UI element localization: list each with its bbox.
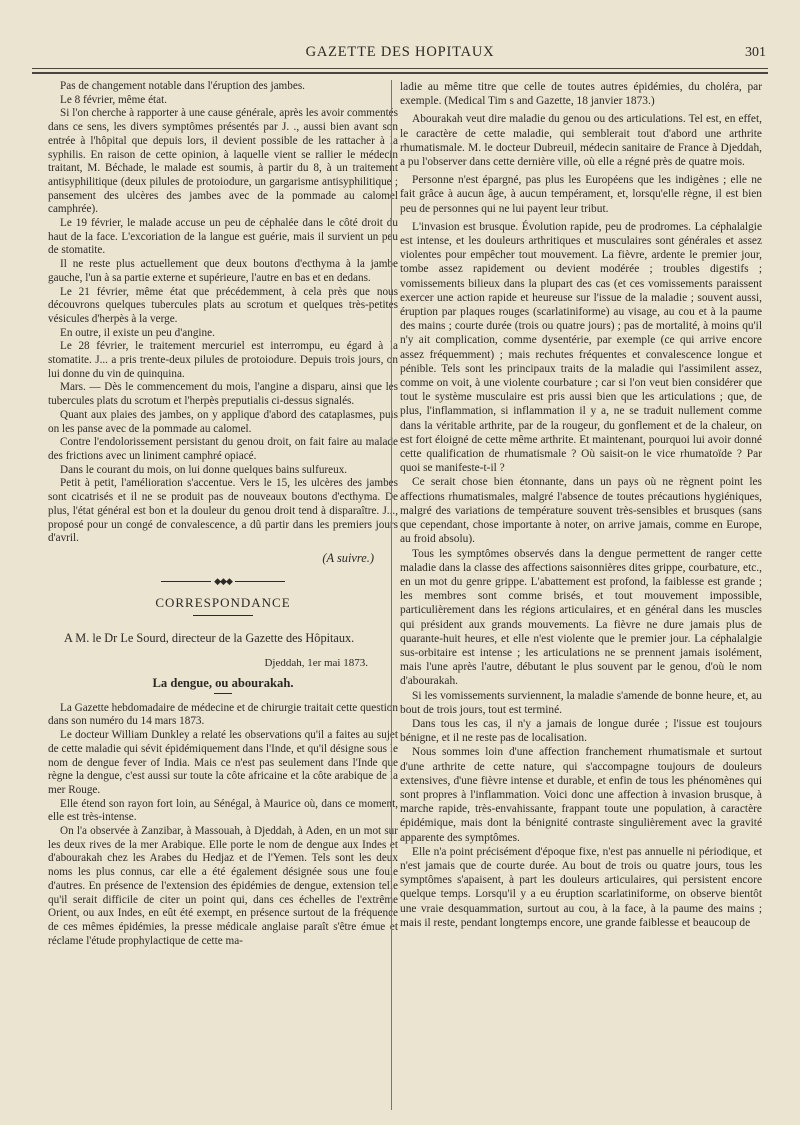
paragraph: Elle n'a point précisément d'époque fixe, n'est pas annuelle ni périodique, et n'est jamais que de courte durée. Au bout de trois ou quatre jours, tous les symptômes s'apaisent, à part les douleurs articulaires, qui persistent encore quelque temps. Lorsqu'il y a eu éruption scarlatiniforme, on observe bientôt une vraie desquammation, surtout au cou, à la face, à la paume des mains ; mais il reste, pendant longtemps encore, une grande faiblesse et beaucoup de — [400, 845, 762, 929]
paragraph: Le 21 février, même état que précédemment, à cela près que nous découvrons quelques tubercules plats au scrotum et quelques très-petites vésicules d'herpès à la verge. — [48, 285, 398, 325]
right-column — [400, 80, 762, 1115]
column-separator — [391, 80, 392, 1110]
paragraph: Le 19 février, le malade accuse un peu de céphalée dans le côté droit du haut de la face. L'excoriation de la langue est guérie, mais il survient un peu de stomatite. — [48, 217, 398, 257]
page-number: 301 — [745, 45, 766, 60]
header-rule-thick — [32, 72, 768, 74]
article-title: La dengue, ou abourakah. — [152, 676, 294, 691]
paragraph: Personne n'est épargné, pas plus les Européens que les indigènes ; elle ne fait grâce à aucun âge, à aucun tempérament, et, lorsqu'elle règne, il est bien peu de personnes qui ne lui payent leur tribut. — [400, 174, 762, 215]
paragraph: En outre, il existe un peu d'angine. — [60, 326, 215, 339]
left-column — [48, 80, 398, 1115]
paragraph: ladie au même titre que celle de toutes autres épidémies, du choléra, par exemple. (Medical Tim s and Gazette, 18 janvier 1873.) — [400, 81, 762, 108]
paragraph: Quant aux plaies des jambes, on y applique d'abord des cataplasmes, puis on les panse avec de la pommade au calomel. — [48, 408, 398, 435]
paragraph: Le docteur William Dunkley a relaté les observations qu'il a faites au sujet de cette maladie qui sévit épidémiquement dans l'Inde, et qu'il désigne sous le nom de dengue fever of India. Mais ce n'est pas seulement dans l'Inde que règne la dengue, c'est aussi sur toute la côte africaine et la côte arabique de la mer Rouge. — [48, 729, 398, 796]
header-rule-thin — [32, 68, 768, 69]
paragraph: La Gazette hebdomadaire de médecine et de chirurgie traitait cette question dans son numéro du 14 mars 1873. — [48, 701, 398, 728]
paragraph: On l'a observée à Zanzibar, à Massouah, à Djeddah, à Aden, en un mot sur les deux rives de la mer Arabique. Elle porte le nom de dengue aux Indes et d'abourakah chez les Arabes du Hedjaz et de l'Yemen. Tels sont les deux noms les plus connus, car elle a été également désignée sous une foule d'autres. En présence de l'extension des épidémies de dengue, extension telle qu'il serait difficile de citer un point qui, dans ces échelles de l'extrême Orient, ou aux Indes, en eût été exempt, en présence surtout de la fréquence de ces mêmes épidémies, la presse médicale anglaise paraît s'être émue et réclame l'étude prophylactique de cette ma- — [48, 825, 398, 947]
to-be-continued: (A suivre.) — [322, 550, 374, 565]
paragraph: Tous les symptômes observés dans la dengue permettent de ranger cette maladie dans la classe des affections saisonnières dites grippe, courbature, etc., en un mot du genre grippe. L'abattement est profond, la faiblesse est grande ; les membres sont comme brisés, et tout mouvement impossible, particulièrement dans les régions articulaires, et en général dans les muscles qui président aux grands mouvements. La fièvre ne dure jamais plus de quarante-huit heures, et elle n'est violente que le premier jour. La céphalalgie sus-orbitaire est intense ; les articulations ne se prennent jamais isolément, mais l'une après l'autre, débutant le plus souvent par le genou, d'où le nom d'abourakah. — [400, 547, 762, 688]
paragraph: Petit à petit, l'amélioration s'accentue. Vers le 15, les ulcères des jambes sont cicatrisés et il ne se produit pas de nouveaux boutons d'ecthyma. De plus, l'état général est bon et la douleur du genou droit tend à disparaître. J..., proposé pour un congé de convalescence, a dû partir dans les premiers jours d'avril. — [48, 477, 398, 545]
section-title: CORRESPONDANCE — [155, 594, 291, 610]
paragraph: Il ne reste plus actuellement que deux boutons d'ecthyma à la jambe gauche, l'un à sa partie externe et supérieure, l'autre en bas et en dedans. — [48, 258, 398, 284]
section-ornament: ◆◆◆ — [48, 576, 398, 587]
paragraph: Abourakah veut dire maladie du genou ou des articulations. Tel est, en effet, le caractère de cette maladie, qui semblerait tout d'abord une arthrite rhumatismale. M. le docteur Dubreuil, médecin sanitaire de France à Djeddah, a pu l'observer dans cette dernière ville, où elle a régné près de quatre mois. — [400, 113, 762, 169]
paragraph: Mars. — Dès le commencement du mois, l'angine a disparu, ainsi que les tubercules plats du scrotum et l'herpès preputialis ci-dessus signalés. — [48, 381, 398, 408]
paragraph: Contre l'endolorissement persistant du genou droit, on fait faire au malade des frictions avec un liniment camphré opiacé. — [48, 436, 398, 462]
article-title-rule — [214, 693, 232, 694]
paragraph: Le 8 février, même état. — [60, 93, 168, 106]
section-rule — [193, 615, 253, 616]
paragraph: Nous sommes loin d'une affection franchement rhumatismale et surtout d'une arthrite de cette nature, qui s'accompagne toujours de douleurs extensives, d'une fièvre intense et durable, et enfin de tous les phénomènes qui sont propres à l'inflammation. Voici donc une affection à invasion brusque, à marche rapide, très-envahissante, frappant toute une population, à caractère épidémique, mais dont la bénignité contraste singulièrement avec la gravité apparente des symptômes. — [400, 746, 762, 844]
paragraph: Si les vomissements surviennent, la maladie s'amende de bonne heure, et, au bout de trois jours, tout est terminé. — [400, 689, 762, 716]
page-header — [30, 44, 770, 66]
letter-dateline: Djeddah, 1er mai 1873. — [264, 657, 368, 670]
paragraph: Elle étend son rayon fort loin, au Sénégal, à Maurice où, dans ce moment, elle est très-intense. — [48, 797, 398, 824]
paragraph: Dans tous les cas, il n'y a jamais de longue durée ; l'issue est toujours bénigne, et il ne reste pas de localisation. — [400, 717, 762, 745]
paragraph: Le 28 février, le traitement mercuriel est interrompu, eu égard à la stomatite. J... a pris trente-deux pilules de protoiodure. Depuis trois jours, on lui donne du vin de quinquina. — [48, 340, 398, 380]
letter-addressee: A M. le Dr Le Sourd, directeur de la Gazette des Hôpitaux. — [64, 630, 355, 645]
journal-title: GAZETTE DES HOPITAUX — [305, 44, 495, 60]
paragraph: Si l'on cherche à rapporter à une cause générale, après les avoir commentés dans ce sens, les divers symptômes présentés par J. ., aussi bien avant son entrée à l'hôpital que depuis lors, il devient possible de les rattacher à la syphilis. En raison de cette opinion, à laquelle vient se rallier le médecin traitant, M. Béchade, le malade est soumis, à partir du 8, à un traitement antisyphilitique (deux pilules de protoiodure, un gargarisme antisyphilitique ; pansement des ulcères des jambes avec de la pommade au calomel camphrée). — [48, 107, 398, 216]
paragraph: L'invasion est brusque. Évolution rapide, peu de prodromes. La céphalalgie est intense, et les douleurs arthritiques et musculaires sont générales et assez violentes pour empêcher tout mouvement. La fièvre, ardente le premier jour, tombe assez rapidement ou devient modérée ; troubles digestifs ; vomissements bilieux dans la plupart des cas (et ces vomissements paraissent exercer une action rapide et heureuse sur l'issue de la maladie ; souvent aussi, éruption par plaques rouges (scarlatiniforme) au visage, au cou et à la paume des mains ; courte durée (trois ou quatre jours) ; pas de mortalité, à moins qu'il n'y ait complication, comme dysentérie, par exemple (ce qui arrive encore assez fréquemment) ; mais rechutes fréquentes et convalescence longue et pénible. Tels sont les principaux traits de la maladie qui l'assimilent assez, comme on voit, à une violente courbature ; car si l'on veut bien considérer que tout le système musculaire est pris aussi bien que les articulations ; que, de plus, l'inflammation, si inflammation il y a, ne se traduit nullement comme dans la véritable arthrite, par de la rougeur, du gonflement et de la chaleur, on est fort éloigné de cette même arthrite. Et maintenant, pourquoi lui avoir donné cette qualification de rhumatismale ? Où saisit-on le vice rhumatoïde ? Par quoi se manifeste-t-il ? — [400, 220, 762, 475]
paragraph: Pas de changement notable dans l'éruption des jambes. — [60, 80, 305, 92]
paragraph: Ce serait chose bien étonnante, dans un pays où ne règnent point les affections rhumatismales, malgré l'absence de toutes précautions hygiéniques, malgré des variations de température souvent très-sensibles et brusques (sans que cependant, chose importante à noter, on arrive jamais, comme en Europe, au froid absolu). — [400, 476, 762, 546]
paragraph: Dans le courant du mois, on lui donne quelques bains sulfureux. — [60, 463, 348, 476]
